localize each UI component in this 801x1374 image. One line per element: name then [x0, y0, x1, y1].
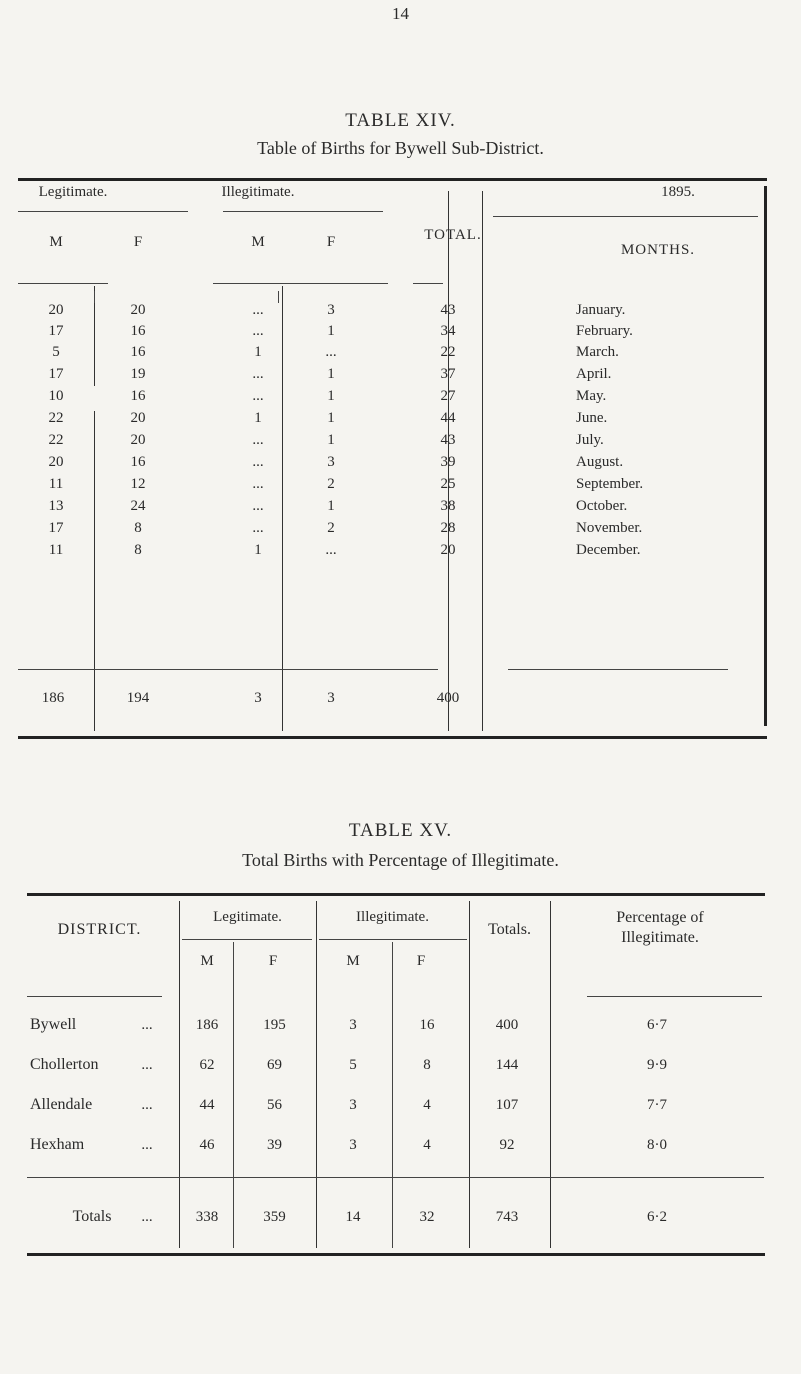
total-header: TOTAL.: [424, 227, 482, 243]
illegit-f-header: F: [326, 234, 336, 250]
illegit-m-header: M: [346, 953, 360, 969]
months-header: MONTHS.: [620, 242, 696, 258]
illegit-f-header: F: [416, 953, 426, 969]
district-header: DISTRICT.: [57, 921, 142, 938]
page-number: 14: [392, 4, 409, 23]
district-name: Bywell: [30, 1016, 77, 1033]
table15: DISTRICT. Legitimate. Illegitimate. Totals. Percentage of Illegitimate. M F M F Bywell ... 186 195 3 16 400 6·7 Chollerton ... 62 69 5 8 144 9·9 Allendale ... 44 56 3 4 107 7·7 Hexham ... 46 39 3 4 92 8·0 Totals ... 338 359 14 32 743 6·2: [27, 893, 765, 1256]
legitimate-header: Legitimate.: [213, 909, 282, 925]
district-name: Chollerton: [30, 1056, 99, 1073]
illegit-m-header: M: [251, 234, 265, 250]
year-header: 1895.: [661, 184, 695, 200]
legitimate-header: Legitimate.: [38, 184, 108, 200]
legit-f-header: F: [133, 234, 143, 250]
legit-m-header: M: [200, 953, 214, 969]
table14-title: TABLE XIV.: [345, 110, 456, 131]
legit-m-header: M: [49, 234, 63, 250]
table14-subtitle: Table of Births for Bywell Sub-District.: [257, 138, 544, 158]
district-name: Allendale: [30, 1096, 93, 1113]
totals-header: Totals.: [488, 921, 531, 938]
table14: Legitimate. Illegitimate. TOTAL. 1895. MONTHS. M F M F 20 20 ... 3 43 January. 17 16 ... 1 34 February. 5 16 1 ... 22 March. 17 19 ... 1 37 April. 10 16 ... 1 27 May. 22 20 1 1 44 June. 22 20 ... 1 43 July. 20 16 ... 3 39 August. 11 12 ... 2 25 September. 13 24 ... 1 38 October. 17 8 ... 2 28 November. 11 8 1 ... 20 December. 186 194 3 3 400: [18, 178, 767, 739]
percentage-header: Percentage of Illegitimate.: [616, 909, 704, 946]
district-name: Hexham: [30, 1136, 85, 1153]
table15-title: TABLE XV.: [348, 820, 453, 841]
illegitimate-header: Illegitimate.: [356, 909, 429, 925]
table15-subtitle: Total Births with Percentage of Illegitimate.: [242, 850, 559, 870]
legit-f-header: F: [268, 953, 278, 969]
illegitimate-header: Illegitimate.: [221, 184, 295, 200]
